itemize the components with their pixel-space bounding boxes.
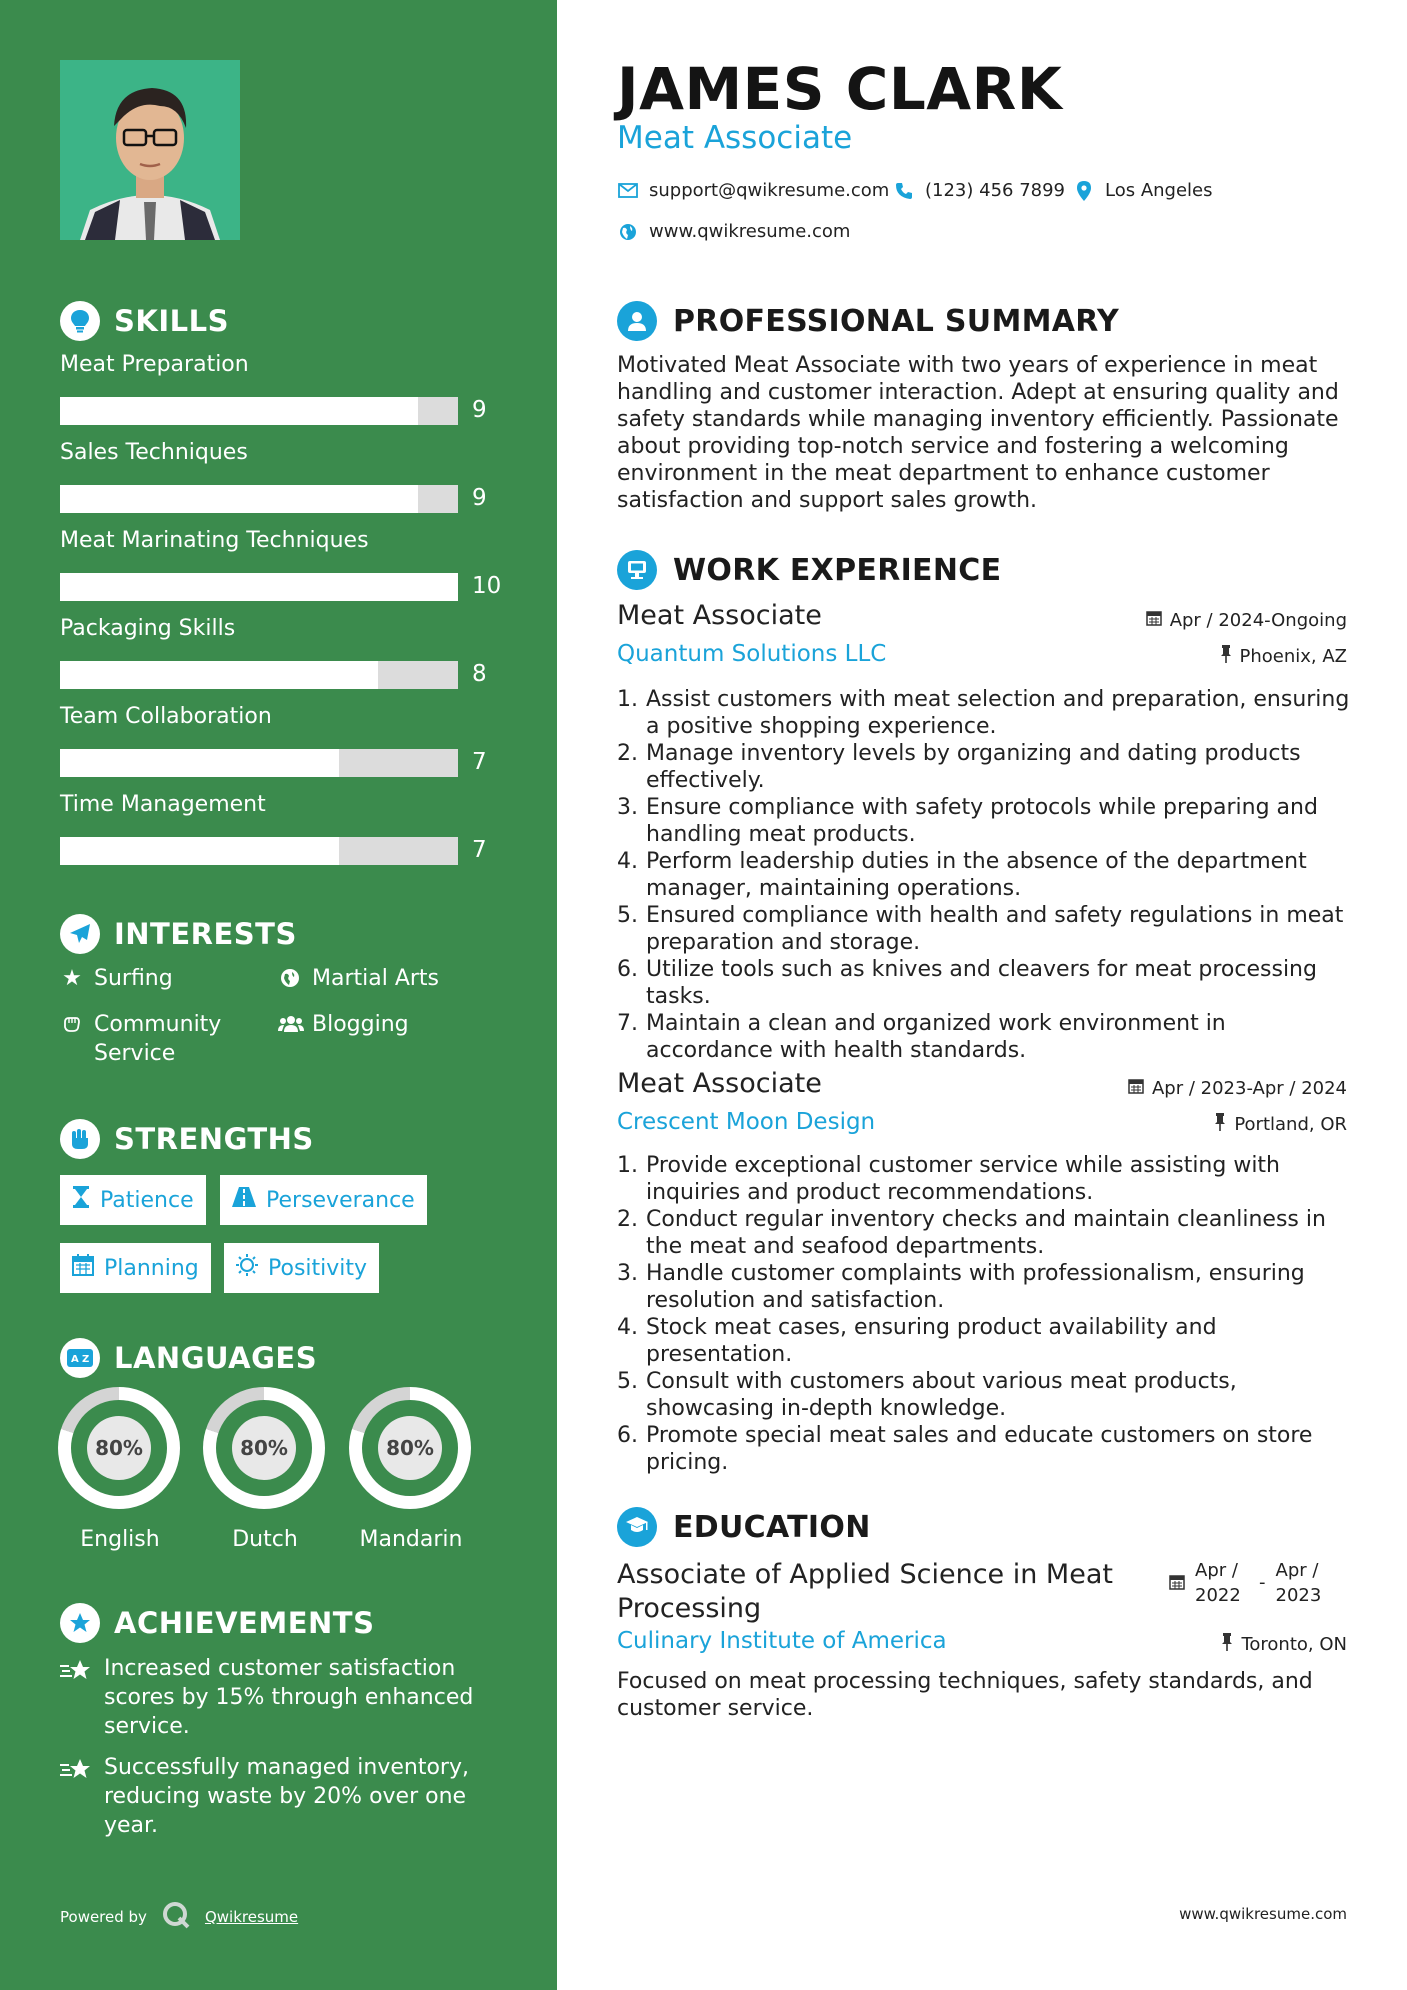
education-school: Culinary Institute of America [617, 1628, 947, 1654]
location-text: Los Angeles [1105, 180, 1213, 201]
skill-value: 7 [472, 749, 487, 775]
education-dates [1169, 1558, 1330, 1608]
strength-label: Patience [100, 1187, 194, 1213]
job-duties [617, 686, 1357, 1064]
skill-bar [60, 837, 458, 865]
skill-item [60, 616, 500, 687]
shooting-star-icon [60, 1654, 92, 1741]
globe-icon [617, 223, 639, 241]
language-icon [60, 1338, 100, 1378]
interest-label: Surfing [94, 966, 173, 991]
skill-bar [60, 573, 458, 601]
skill-bar-fill [60, 661, 378, 689]
job-location [1214, 1113, 1347, 1136]
paper-plane-icon [60, 914, 100, 954]
svg-text:Z: Z [82, 1354, 90, 1365]
education-degree: Associate of Applied Science in Meat Processing [617, 1559, 1113, 1624]
skill-bar-fill [60, 749, 339, 777]
language-percent: 80% [232, 1416, 296, 1480]
list-item: 1. Provide exceptional customer service while assisting with inquiries and product recommendations. [617, 1153, 1281, 1205]
section-title: STRENGTHS [114, 1122, 314, 1156]
strength-chip [220, 1175, 427, 1225]
job-dates [1128, 1078, 1347, 1099]
list-item: 2. Manage inventory levels by organizing and dating products effectively. [617, 741, 1301, 793]
job-location [1220, 645, 1348, 668]
job-location-text: Portland, OR [1234, 1114, 1347, 1135]
skill-bar-fill [60, 837, 339, 865]
list-item: 5. Consult with customers about various meat products, showcasing in-depth knowledge. [617, 1369, 1237, 1421]
interests-heading [60, 914, 297, 954]
strength-chip [224, 1243, 379, 1293]
pushpin-icon [1214, 1113, 1226, 1136]
languages-heading [60, 1338, 317, 1378]
list-item: 5. Ensured compliance with health and safety regulations in meat preparation and storage. [617, 903, 1344, 955]
skill-bar-fill [60, 573, 458, 601]
section-title: LANGUAGES [114, 1341, 318, 1375]
skill-bar [60, 397, 458, 425]
envelope-icon [617, 183, 639, 198]
skill-item [60, 440, 500, 511]
qwikresume-link[interactable]: Qwikresume [204, 1908, 299, 1926]
calendar-icon [1128, 1078, 1144, 1099]
star-badge-icon [60, 1603, 100, 1643]
language-item [349, 1387, 473, 1552]
language-percent: 80% [378, 1416, 442, 1480]
language-name: Mandarin [359, 1527, 463, 1552]
section-title: ACHIEVEMENTS [114, 1606, 375, 1640]
interest-item [278, 964, 498, 996]
interest-label: Community Service [94, 1012, 222, 1066]
section-title: PROFESSIONAL SUMMARY [673, 303, 1120, 339]
contact-email [617, 180, 889, 201]
interest-label: Martial Arts [312, 966, 440, 991]
skill-value: 10 [472, 573, 502, 599]
skill-name: Time Management [60, 792, 266, 817]
list-item: 7. Maintain a clean and organized work environment in accordance with health standards. [617, 1011, 1226, 1063]
calendar-icon [1169, 1572, 1185, 1608]
hourglass-icon [72, 1186, 90, 1214]
footer-website[interactable]: www.qwikresume.com [1179, 1905, 1347, 1923]
list-item: 4. Perform leadership duties in the absence of the department manager, maintaining operations. [617, 849, 1307, 901]
skill-value: 9 [472, 397, 487, 423]
language-item [58, 1387, 182, 1552]
list-item: 3. Handle customer complaints with professionalism, ensuring resolution and satisfaction. [617, 1261, 1305, 1313]
section-title: SKILLS [114, 304, 229, 338]
skill-bar-fill [60, 397, 418, 425]
language-percent: 80% [87, 1416, 151, 1480]
sidebar [0, 0, 557, 1990]
map-pin-icon [1073, 181, 1095, 201]
interest-item [60, 964, 260, 993]
pushpin-icon [1220, 645, 1232, 668]
section-title: INTERESTS [114, 917, 297, 951]
strength-chip [60, 1243, 211, 1293]
education-description: Focused on meat processing techniques, safety standards, and customer service. [617, 1669, 1313, 1721]
education-start: Apr / 2022 [1195, 1560, 1241, 1606]
language-name: Dutch [232, 1527, 298, 1552]
globe-icon [278, 964, 302, 996]
list-item: 3. Ensure compliance with safety protocols while preparing and handling meat products. [617, 795, 1318, 847]
achievement-item [60, 1753, 480, 1840]
email-text[interactable]: support@qwikresume.com [649, 180, 890, 201]
skill-name: Meat Marinating Techniques [60, 528, 369, 553]
graduate-icon [617, 1507, 657, 1547]
powered-by-label: Powered by [60, 1908, 147, 1926]
list-item: 6. Promote special meat sales and educate customers on store pricing. [617, 1423, 1313, 1475]
fist-icon [60, 1119, 100, 1159]
interest-item [278, 1010, 498, 1042]
skill-item [60, 528, 502, 599]
profile-photo [60, 60, 240, 240]
users-icon [278, 1010, 302, 1042]
job-company: Crescent Moon Design [617, 1109, 876, 1135]
lightbulb-icon [60, 301, 100, 341]
qwikresume-logo-icon [161, 1900, 191, 1934]
briefcase-icon [617, 550, 657, 590]
contact-location [1073, 180, 1213, 201]
calendar-icon [72, 1254, 94, 1282]
skill-name: Packaging Skills [60, 616, 236, 641]
language-item [203, 1387, 327, 1552]
job-company: Quantum Solutions LLC [617, 641, 887, 667]
skill-value: 9 [472, 485, 487, 511]
list-item: 2. Conduct regular inventory checks and maintain cleanliness in the meat and seafood departments. [617, 1207, 1326, 1259]
website-text[interactable]: www.qwikresume.com [649, 221, 851, 242]
skill-bar-fill [60, 485, 418, 513]
skills-heading [60, 301, 229, 341]
strength-label: Perseverance [266, 1187, 415, 1213]
achievement-text: Increased customer satisfaction scores by 15% through enhanced service. [104, 1656, 474, 1739]
skill-bar [60, 749, 458, 777]
summary-heading [617, 301, 1119, 341]
job-duties [617, 1152, 1357, 1476]
skill-value: 7 [472, 837, 487, 863]
list-item: 6. Utilize tools such as knives and cleavers for meat processing tasks. [617, 957, 1317, 1009]
education-location-text: Toronto, ON [1241, 1634, 1347, 1655]
contact-website [617, 221, 850, 242]
skill-value: 8 [472, 661, 487, 687]
language-ring [203, 1387, 325, 1509]
candidate-title: Meat Associate [617, 120, 853, 156]
phone-icon [893, 182, 915, 200]
sun-icon [236, 1254, 258, 1282]
list-item: 1. Assist customers with meat selection and preparation, ensuring a positive shopping experience. [617, 687, 1350, 739]
candidate-name: JAMES CLARK [617, 55, 1063, 123]
skill-bar [60, 485, 458, 513]
strengths-heading [60, 1119, 314, 1159]
section-title: EDUCATION [673, 1509, 871, 1545]
star-icon: ★ [62, 966, 82, 991]
user-icon [617, 301, 657, 341]
job-dates-text: Apr / 2023-Apr / 2024 [1151, 1078, 1347, 1099]
education-end: Apr / 2023 [1275, 1560, 1322, 1606]
skill-name: Team Collaboration [60, 704, 272, 729]
skill-name: Sales Techniques [60, 440, 248, 465]
interest-label: Blogging [312, 1012, 409, 1037]
interest-item [60, 1010, 230, 1068]
svg-text:A: A [71, 1354, 79, 1365]
skill-item [60, 704, 500, 775]
job-title: Meat Associate [617, 600, 822, 631]
road-icon [232, 1187, 256, 1213]
skill-item [60, 352, 500, 423]
skill-bar [60, 661, 458, 689]
list-item: 4. Stock meat cases, ensuring product availability and presentation. [617, 1315, 1217, 1367]
section-title: WORK EXPERIENCE [673, 552, 1002, 588]
experience-heading [617, 550, 1001, 590]
summary-text: Motivated Meat Associate with two years of experience in meat handling and customer interaction. Adept at ensuring quality and safety standards while managing inventory efficiently. Passionate about providing top-notch service and fostering a welcoming environment in the meat department to enhance customer satisfaction and support sales growth. [617, 353, 1339, 513]
job-title: Meat Associate [617, 1068, 822, 1099]
shooting-star-icon [60, 1753, 92, 1840]
pushpin-icon [1221, 1633, 1233, 1656]
education-date-separator: - [1259, 1572, 1266, 1593]
education-location [1221, 1633, 1347, 1656]
education-heading [617, 1507, 871, 1547]
strength-label: Positivity [268, 1255, 368, 1281]
language-name: English [80, 1527, 160, 1552]
strength-chip [60, 1175, 206, 1225]
contact-phone [893, 180, 1065, 201]
main-content [557, 0, 1407, 1990]
achievements-heading [60, 1603, 374, 1643]
hand-icon [60, 1010, 84, 1068]
calendar-icon [1146, 610, 1162, 631]
job-location-text: Phoenix, AZ [1239, 646, 1347, 667]
powered-by [60, 1900, 298, 1934]
achievement-item [60, 1654, 480, 1741]
language-ring [349, 1387, 471, 1509]
job-dates [1146, 610, 1347, 631]
job-dates-text: Apr / 2024-Ongoing [1169, 610, 1347, 631]
strength-label: Planning [104, 1255, 199, 1281]
achievement-text: Successfully managed inventory, reducing waste by 20% over one year. [104, 1755, 469, 1838]
language-ring [58, 1387, 180, 1509]
phone-text[interactable]: (123) 456 7899 [925, 180, 1066, 201]
skill-name: Meat Preparation [60, 352, 249, 377]
skill-item [60, 792, 500, 863]
